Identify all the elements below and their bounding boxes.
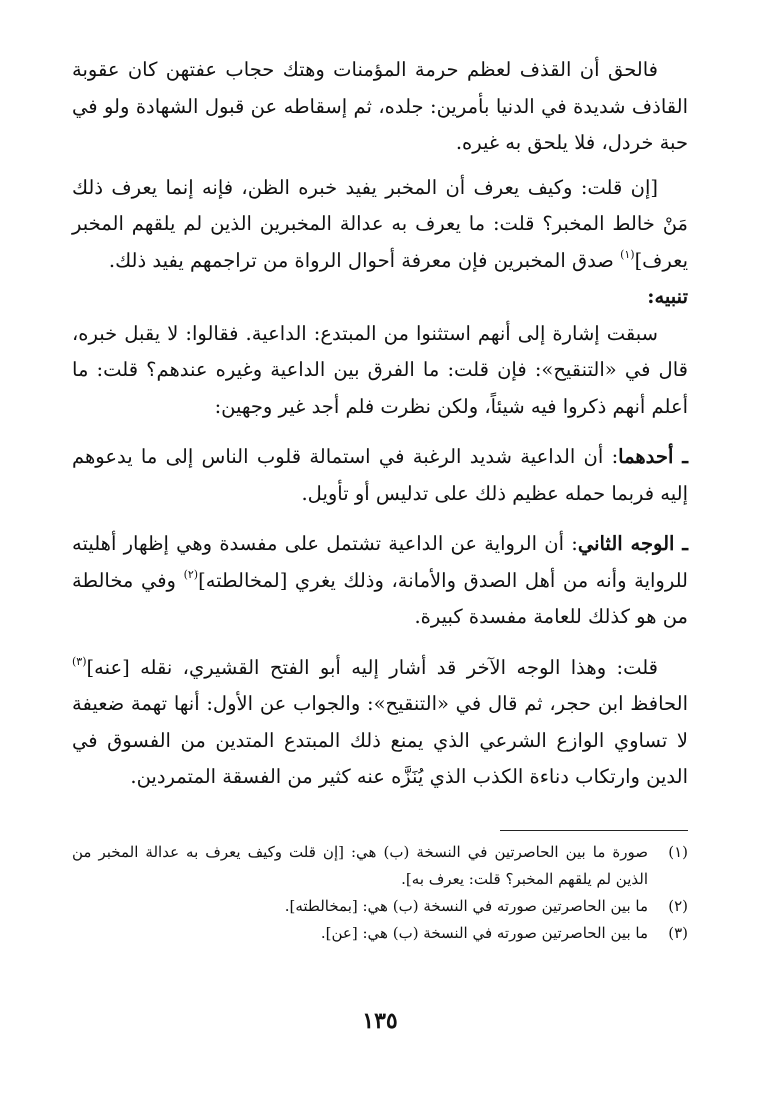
paragraph-daiya: سبقت إشارة إلى أنهم استثنوا من المبتدع: الداعية. فقالوا: لا يقبل خبره، قال في «التنقيح»: فإن قلت: ما الفرق بين الداعية وغيره عندهم؟ قلت: ما أعلم أنهم ذكروا فيه شيئاً، ولكن نظرت فلم أجد غير وجهين:	[72, 321, 688, 418]
page-content	[72, 52, 688, 947]
page-number: ١٣٥	[362, 1008, 398, 1034]
footnote-ref-3[interactable]: (٣)	[72, 654, 87, 668]
footnote-2	[72, 893, 688, 920]
footnote-text: ما بين الحاصرتين صورته في النسخة (ب) هي: [بمخالطته].	[284, 896, 648, 915]
paragraph-question	[72, 170, 688, 280]
footnote-number: (٢)	[668, 896, 688, 915]
footnote-divider	[500, 830, 688, 831]
footnote-number: (١)	[668, 842, 688, 861]
paragraph-qadhf: فالحق أن القذف لعظم حرمة المؤمنات وهتك حجاب عفتهن كان عقوبة القاذف شديدة في الدنيا بأمرين: جلده، ثم إسقاطه عن قبول الشهادة ولو في حبة خردل، فلا يلحق به غيره.	[72, 58, 688, 154]
footnote-ref-2[interactable]: (٢)	[183, 567, 199, 581]
first-reason-label: ـ أحدهما	[618, 445, 688, 468]
paragraph-answer-text: قلت: وهذا الوجه الآخر قد أشار إليه أبو الفتح القشيري، نقله [عنه]	[86, 655, 658, 679]
paragraph-answer-text-end: الحافظ ابن حجر، ثم قال في «التنقيح»: والجواب عن الأول: أنها تهمة ضعيفة لا تساوي الوازع الشرعي الذي يمنع ذلك المبتدع المتدين من الفسوق في الدين وارتكاب دناءة الكذب الذي يُنَزَّه عنه كثير من الفسقة المتمردين.	[72, 692, 688, 788]
second-reason-text: : أن الرواية عن الداعية تشتمل على مفسدة وهي إظهار أهليته للرواية وأنه من أهل الصدق والأمانة، وذلك يغري [لمخالطته]	[72, 532, 688, 592]
footnotes	[72, 839, 688, 947]
footnote-3	[72, 920, 688, 947]
paragraph-answer	[72, 650, 688, 796]
first-reason-text: : أن الداعية شديد الرغبة في استمالة قلوب الناس إلى ما يدعوهم إليه فربما حمله عظيم ذلك على تدليس أو تأويل.	[72, 445, 688, 505]
second-reason-text-end: وفي مخالطة من هو كذلك للعامة مفسدة كبيرة.	[72, 568, 688, 628]
footnote-ref-1[interactable]: (١)	[620, 247, 635, 261]
footnote-text: صورة ما بين الحاصرتين في النسخة (ب) هي: [إن قلت وكيف يعرف به عدالة المخبر من الذين لم يلقهم المخبر؟ قلت: يعرف به].	[72, 842, 648, 888]
footnote-text: ما بين الحاصرتين صورته في النسخة (ب) هي: [عن].	[320, 923, 648, 942]
paragraph-second-reason	[72, 526, 688, 636]
paragraph-first-reason	[72, 439, 688, 512]
paragraph-question-text-end: صدق المخبرين فإن معرفة أحوال الرواة من تراجمهم يفيد ذلك.	[108, 248, 621, 272]
footnote-1	[72, 839, 688, 893]
section-heading: تنبيه:	[647, 285, 688, 308]
footnote-number: (٣)	[668, 923, 688, 942]
second-reason-label: ـ الوجه الثاني	[577, 532, 688, 555]
paragraph-question-text: [إن قلت: وكيف يعرف أن المخبر يفيد خبره الظن، فإنه إنما يعرف ذلك مَنْ خالط المخبر؟ قلت: ما يعرف به عدالة المخبرين الذين لم يلقهم المخبر يعرف]	[72, 175, 688, 272]
